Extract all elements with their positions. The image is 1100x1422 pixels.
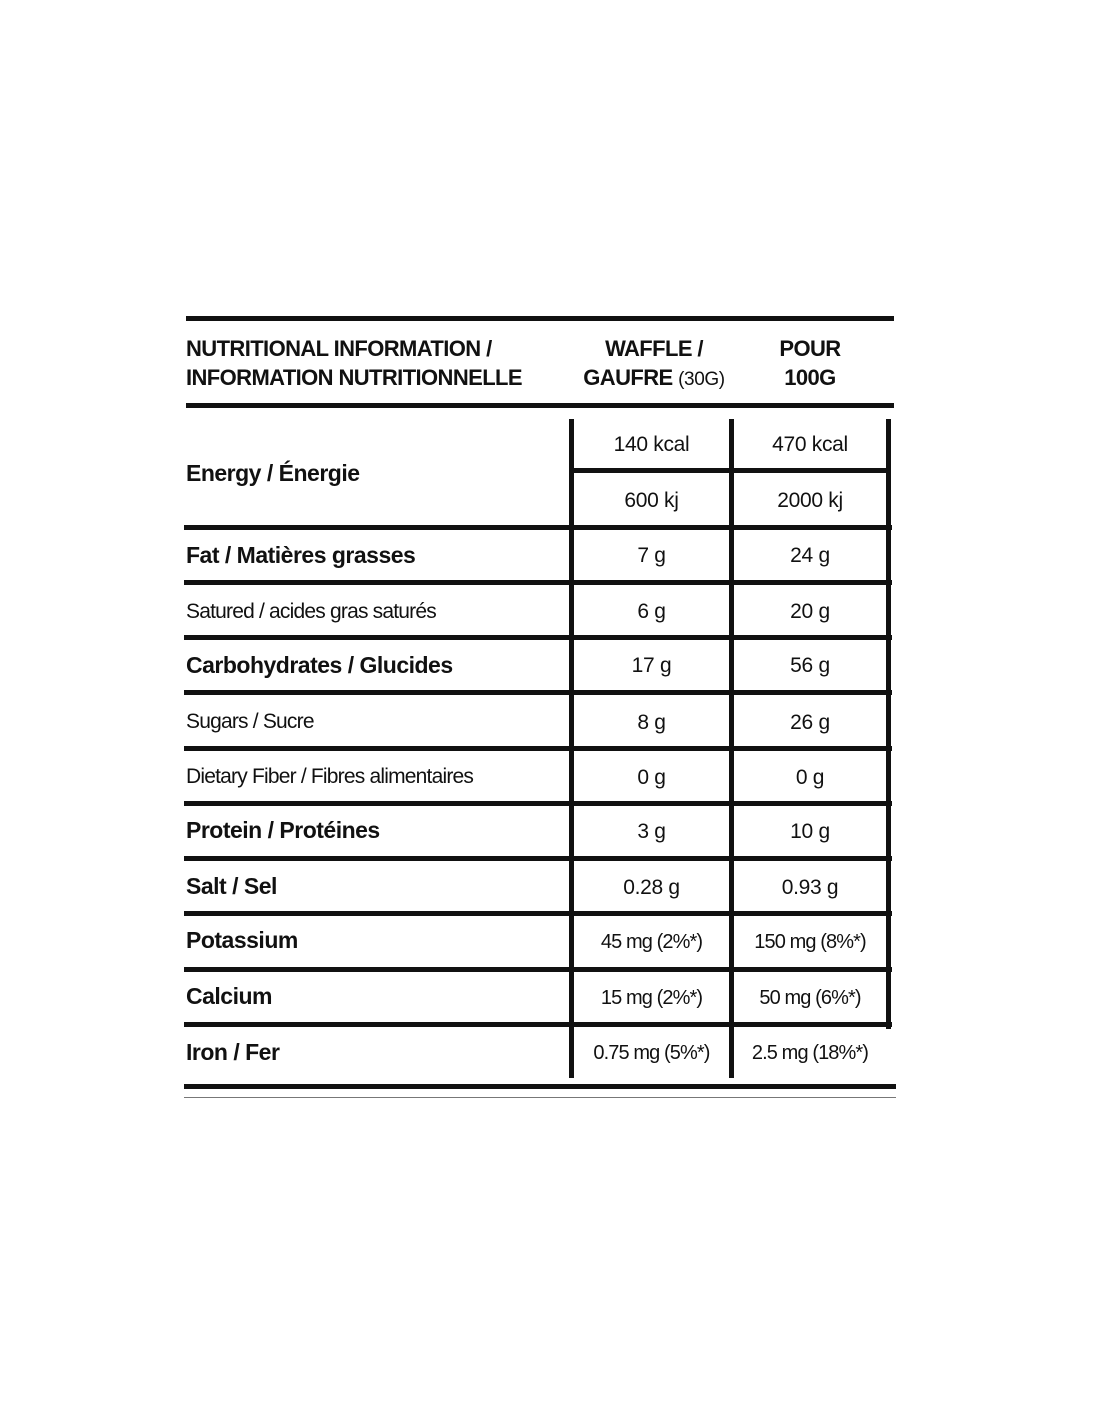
row-value-salt-100g: 0.93 g (781, 876, 839, 899)
bottom-rule-thin (184, 1097, 896, 1098)
column-header-waffle-portion: (30G) (678, 369, 725, 390)
row-value-saturated-waffle: 6 g (637, 600, 666, 623)
energy-label: Energy / Énergie (186, 460, 360, 486)
row-rule (184, 746, 892, 751)
row-value-protein-100g: 10 g (790, 820, 830, 843)
row-label-salt: Salt / Sel (186, 873, 277, 899)
column-header-100g-line1: POUR (779, 336, 841, 361)
column-header-waffle-line2 (574, 367, 734, 389)
energy-kj-100g: 2000 kj (777, 489, 843, 512)
row-rule (184, 690, 892, 695)
row-value-sugars-100g: 26 g (790, 711, 830, 734)
row-label-iron: Iron / Fer (186, 1039, 280, 1065)
row-rule (184, 580, 892, 585)
column-divider-right (886, 419, 891, 1029)
row-rule (184, 856, 892, 861)
row-value-carbohydrates-100g: 56 g (790, 654, 830, 677)
row-value-salt-waffle: 0.28 g (623, 876, 680, 899)
energy-kcal-100g: 470 kcal (772, 433, 848, 456)
row-value-fat-waffle: 7 g (637, 544, 666, 567)
row-label-dietary-fiber: Dietary Fiber / Fibres alimentaires (186, 765, 474, 788)
bottom-rule-thick (184, 1084, 896, 1089)
header-bottom-rule (186, 403, 894, 408)
row-value-sugars-waffle: 8 g (637, 711, 666, 734)
energy-kj-waffle: 600 kj (624, 489, 679, 512)
row-rule (184, 911, 892, 916)
row-rule (184, 525, 892, 530)
row-label-calcium: Calcium (186, 983, 272, 1009)
table-title-line1: NUTRITIONAL INFORMATION / (186, 336, 492, 361)
row-rule (184, 801, 892, 806)
row-value-protein-waffle: 3 g (637, 820, 666, 843)
row-rule (184, 635, 892, 640)
row-label-protein: Protein / Protéines (186, 817, 380, 843)
row-label-potassium: Potassium (186, 927, 298, 953)
row-value-dietary-fiber-waffle: 0 g (637, 766, 666, 789)
energy-split-rule (571, 468, 889, 473)
row-value-fat-100g: 24 g (790, 544, 830, 567)
column-header-waffle-name: GAUFRE (583, 365, 673, 390)
energy-kcal-waffle: 140 kcal (613, 433, 690, 456)
row-rule (184, 967, 892, 972)
column-header-100g-line2: 100G (784, 365, 836, 390)
row-value-calcium-waffle: 15 mg (2%*) (600, 987, 703, 1009)
row-value-iron-100g: 2.5 mg (18%*) (751, 1042, 869, 1064)
row-value-carbohydrates-waffle: 17 g (631, 654, 672, 677)
row-value-potassium-100g: 150 mg (8%*) (754, 931, 866, 953)
row-value-dietary-fiber-100g: 0 g (795, 766, 825, 789)
row-value-saturated-100g: 20 g (790, 600, 830, 623)
nutrition-table (184, 316, 896, 1106)
row-label-carbohydrates: Carbohydrates / Glucides (186, 652, 453, 678)
table-title-line2: INFORMATION NUTRITIONNELLE (186, 365, 522, 390)
row-value-iron-waffle: 0.75 mg (5%*) (593, 1042, 710, 1064)
row-value-calcium-100g: 50 mg (6%*) (759, 987, 861, 1009)
top-rule (186, 316, 894, 321)
row-rule (184, 1022, 892, 1027)
column-header-waffle-line1: WAFFLE / (605, 336, 703, 361)
row-label-saturated: Satured / acides gras saturés (186, 600, 436, 623)
row-label-fat: Fat / Matières grasses (186, 542, 416, 568)
row-value-potassium-waffle: 45 mg (2%*) (600, 931, 703, 953)
row-label-sugars: Sugars / Sucre (186, 710, 314, 733)
